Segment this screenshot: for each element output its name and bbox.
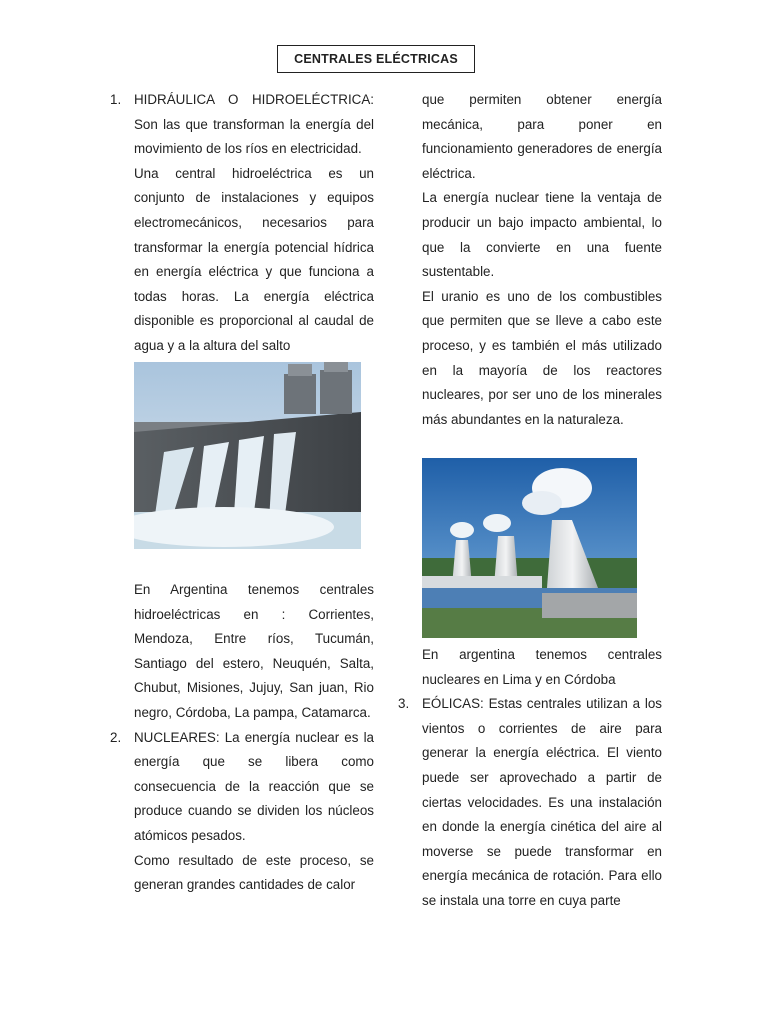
list-item-hydro: [110, 88, 374, 359]
list-number: 2.: [110, 729, 122, 745]
nuclear-definition: NUCLEARES: La energía nuclear es la energía que se libera como consecuencia de la reacción que se produce cuando se dividen los núcleos atómicos pesados.: [134, 729, 374, 843]
section-nuclear-cont: [422, 88, 662, 432]
nuclear-advantage: La energía nuclear tiene la ventaja de producir un bajo impacto ambiental, lo que la convierte en una fuente sustentable.: [422, 190, 662, 280]
list-number: 3.: [398, 696, 410, 712]
uranium-text: El uranio es uno de los combustibles que permiten que se lleve a cabo este proceso, y es también el más utilizado en la mayoría de los reactores nucleares, por ser uno de los minerales más abundantes en la naturaleza.: [422, 288, 662, 427]
hydro-definition: HIDRÁULICA O HIDROELÉCTRICA: Son las que transforman la energía del movimiento de los ríos en electricidad.: [134, 92, 374, 157]
nuclear-argentina-text: En argentina tenemos centrales nucleares en Lima y en Córdoba: [422, 647, 662, 687]
section-hydro: [110, 88, 374, 359]
hydroelectric-dam-image: [134, 362, 361, 549]
section-nuclear-argentina: [398, 643, 662, 914]
list-item-wind: [398, 692, 662, 913]
nuclear-process: Como resultado de este proceso, se generan grandes cantidades de calor: [134, 852, 374, 893]
list-number: 1.: [110, 92, 122, 107]
list-item-nuclear: [110, 726, 374, 898]
hydro-argentina-text: En Argentina tenemos centrales hidroeléctricas en : Corrientes, Mendoza, Entre ríos, Tucumán, Santiago del estero, Neuquén, Salta, Chubut, Misiones, Jujuy, San juan, Rio negro, Córdoba, La pampa, Catamarca.: [134, 582, 374, 720]
section-hydro-argentina: [110, 578, 374, 898]
hydro-description: Una central hidroeléctrica es un conjunto de instalaciones y equipos electromecánicos, necesarios para transformar la energía potencial hídrica en energía eléctrica y que funciona a todas horas. La energía eléctrica disponible es proporcional al caudal de agua y a la altura del salto: [134, 165, 374, 353]
page-title: CENTRALES ELÉCTRICAS: [277, 45, 475, 73]
nuclear-continued: que permiten obtener energía mecánica, para poner en funcionamiento generadores de energía eléctrica.: [422, 92, 662, 181]
nuclear-plant-image: [422, 458, 637, 638]
wind-definition: EÓLICAS: Estas centrales utilizan a los vientos o corrientes de aire para generar la energía eléctrica. El viento puede ser aprovechado a partir de ciertas velocidades. Es una instalación en donde la energía cinética del aire al moverse se puede transformar en energía mecánica de rotación. Para ello se instala una torre en cuya parte: [422, 696, 662, 908]
